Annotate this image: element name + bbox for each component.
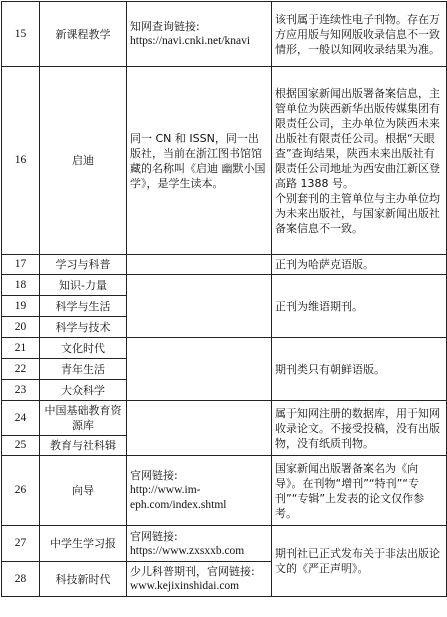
row-number: 17 bbox=[2, 255, 40, 275]
link-cell bbox=[127, 526, 272, 562]
note-cell: 该刊属于连续性电子刊物。存在万方应用版与知网版收录信息不一致情形，一般以知网收录结果为准。 bbox=[272, 2, 447, 67]
table-row bbox=[2, 275, 447, 296]
row-number: 27 bbox=[2, 526, 40, 562]
table-row bbox=[2, 255, 447, 275]
note-cell: 属于知网注册的数据库，用于知网收录论文。不接受投稿，没有出版物，没有纸质刊物。 bbox=[272, 401, 447, 456]
note-cell bbox=[272, 67, 447, 255]
link-label: 官网链接: bbox=[130, 529, 178, 543]
row-number: 19 bbox=[2, 296, 40, 317]
table-row bbox=[2, 456, 447, 526]
link-cell: 同一 CN 和 ISSN，同一出版社，当前在浙江图书馆馆藏的名称叫《启迪 幽默小国学》，是学生读本。 bbox=[127, 67, 272, 255]
note-text-2: 个别套刊的主管单位与主办单位均为未来出版社，与国家新闻出版社备案信息不一致。 bbox=[275, 191, 440, 235]
table-row bbox=[2, 67, 447, 255]
link-cell bbox=[127, 456, 272, 526]
link-url[interactable]: https://www.zxsxxb.com bbox=[130, 544, 245, 557]
link-label: 少儿科普期刊，官网链接: bbox=[130, 565, 255, 578]
row-number: 15 bbox=[2, 2, 40, 67]
link-url[interactable]: www.kejixinshidai.com bbox=[130, 580, 240, 592]
table-row bbox=[2, 401, 447, 436]
row-number: 26 bbox=[2, 456, 40, 526]
link-cell bbox=[127, 255, 272, 275]
journal-name: 科学与生活 bbox=[40, 296, 127, 317]
journal-name: 科技新时代 bbox=[40, 562, 127, 597]
journal-name: 启迪 bbox=[40, 67, 127, 255]
journal-name: 向导 bbox=[40, 456, 127, 526]
link-cell bbox=[127, 562, 272, 597]
note-cell: 国家新闻出版署备案名为《向导》。在刊物“增刊”“特刊”“专刊”“专辑”上发表的论文仅作参考。 bbox=[272, 456, 447, 526]
journal-name: 知识-力量 bbox=[40, 275, 127, 296]
table-row bbox=[2, 526, 447, 562]
row-number: 24 bbox=[2, 401, 40, 436]
note-text: 根据国家新闻出版署备案信息，主管单位为陕西新华出版传媒集团有限责任公司，主办单位为陕西未来出版社有限责任公司。根据“天眼查”查询结果，陕西未来出版社有限责任公司地址为西安曲江新区登高路 1388 号。 bbox=[275, 86, 440, 190]
journal-name: 科学与技术 bbox=[40, 317, 127, 338]
link-label: 官网链接: bbox=[130, 469, 178, 482]
journal-name: 教育与社科辑 bbox=[40, 436, 127, 456]
row-number: 22 bbox=[2, 359, 40, 380]
journal-name: 大众科学 bbox=[40, 380, 127, 401]
link-cell bbox=[127, 275, 272, 338]
journal-name: 青年生活 bbox=[40, 359, 127, 380]
note-cell: 期刊社已正式发布关于非法出版论文的《严正声明》。 bbox=[272, 526, 447, 597]
row-number: 23 bbox=[2, 380, 40, 401]
link-cell bbox=[127, 401, 272, 456]
table-row bbox=[2, 2, 447, 67]
link-url[interactable]: http://www.im-eph.com/index.shtml bbox=[130, 484, 227, 511]
note-cell: 正刊为维语期刊。 bbox=[272, 275, 447, 338]
row-number: 21 bbox=[2, 338, 40, 359]
link-url[interactable]: https://navi.cnki.net/knavi bbox=[130, 35, 251, 47]
link-cell bbox=[127, 338, 272, 401]
link-label: 知网查询链接: bbox=[130, 20, 200, 33]
journal-name: 文化时代 bbox=[40, 338, 127, 359]
row-number: 20 bbox=[2, 317, 40, 338]
row-number: 18 bbox=[2, 275, 40, 296]
journal-name: 学习与科普 bbox=[40, 255, 127, 275]
journal-table bbox=[1, 1, 447, 597]
link-cell bbox=[127, 2, 272, 67]
note-cell: 正刊为哈萨克语版。 bbox=[272, 255, 447, 275]
row-number: 28 bbox=[2, 562, 40, 597]
journal-name: 新课程教学 bbox=[40, 2, 127, 67]
journal-name: 中学生学习报 bbox=[40, 526, 127, 562]
row-number: 16 bbox=[2, 67, 40, 255]
journal-name: 中国基础教育资源库 bbox=[40, 401, 127, 436]
table-row bbox=[2, 338, 447, 359]
note-cell: 期刊类只有朝鲜语版。 bbox=[272, 338, 447, 401]
row-number: 25 bbox=[2, 436, 40, 456]
